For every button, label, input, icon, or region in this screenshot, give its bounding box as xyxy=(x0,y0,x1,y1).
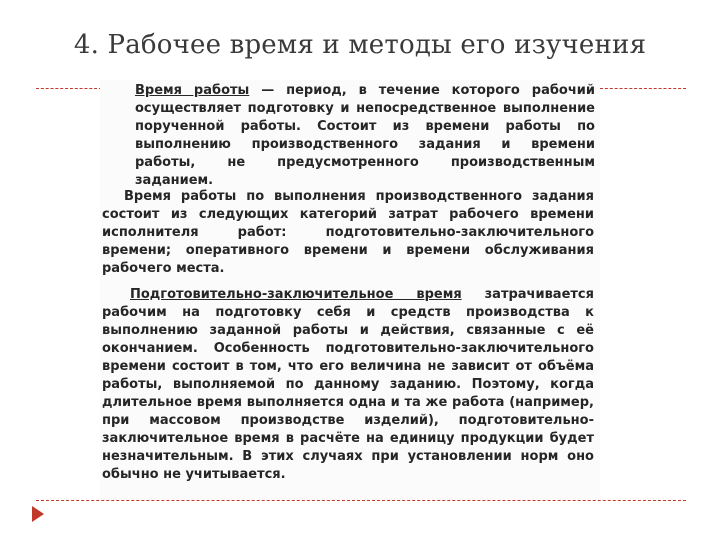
scanned-text-block xyxy=(100,80,600,500)
term-preparatory-time: Подготовительно-заключительное время xyxy=(130,287,462,302)
term-work-time: Время работы xyxy=(135,83,250,98)
triangle-right-icon xyxy=(32,506,44,522)
top-left-divider xyxy=(36,88,102,89)
bottom-divider xyxy=(36,500,686,501)
paragraph-work-time xyxy=(135,82,595,190)
paragraph-work-time-text: — период, в течение которого рабочий осуществляет подготовку и непосредственное выполнение порученной работы. Состоит из времени работы по выполнению производственного задания и времени работы, не предусмотренного производственным заданием. xyxy=(135,83,595,188)
paragraph-production-task: Время работы по выполнения производственного задания состоит из следующих категорий затрат рабочего времени исполнителя работ: подготовительно-заключительного времени; оперативного времени и времени обслуживания рабочего места. xyxy=(102,189,594,276)
paragraph-preparatory-time-text: затрачивается рабочим на подготовку себя и средств производства к выполнению заданной работы и действия, связанные с её окончанием. Особенность подготовительно-заключительного времени состоит в том, что его величина не зависит от объёма работы, выполняемой по данному заданию. Поэтому, когда длительное время выполняется одна и та же работа (например, при массовом производстве изделий), подготовительно-заключительное время в расчёте на единицу продукции будет незначительным. В этих случаях при установлении норм оно обычно не учитывается. xyxy=(102,287,594,482)
slide-title: 4. Рабочее время и методы его изучения xyxy=(73,30,647,60)
paragraph-preparatory-time xyxy=(102,286,594,484)
top-right-divider xyxy=(600,88,686,89)
